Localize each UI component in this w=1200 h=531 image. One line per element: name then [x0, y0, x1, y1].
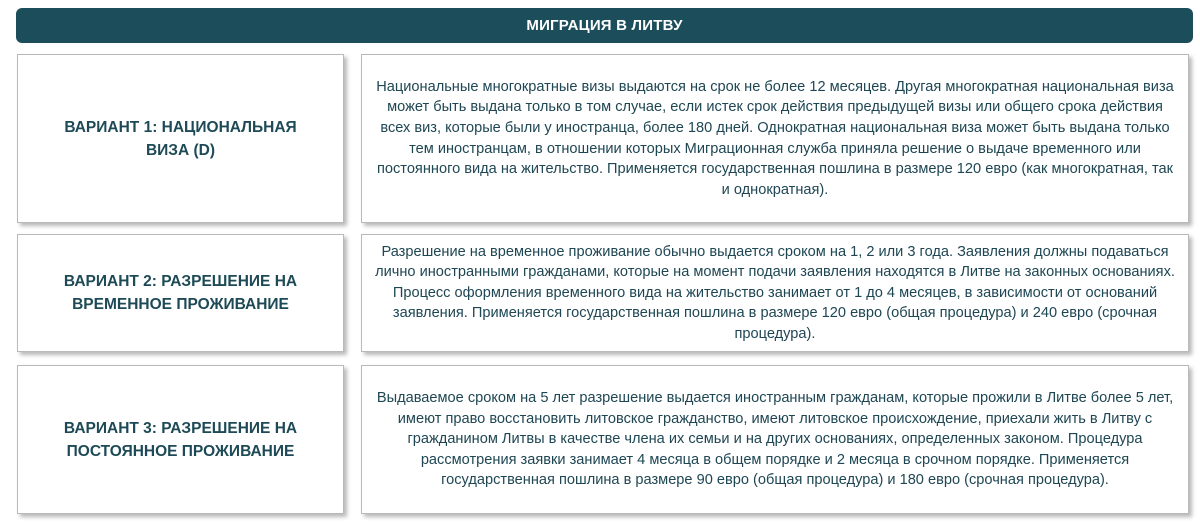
option-2-description-box: [361, 234, 1189, 352]
option-3-label-box: [17, 365, 344, 514]
page-title: МИГРАЦИЯ В ЛИТВУ: [16, 8, 1193, 43]
option-1-label: ВАРИАНТ 1: НАЦИОНАЛЬНАЯ ВИЗА (D): [64, 118, 297, 159]
option-2-label-box: [17, 234, 344, 352]
option-1-description: Национальные многократные визы выдаются на срок не более 12 месяцев. Другая многократная национальная виза может быть выдана только в том случае, если истек срок действия предыдущей визы или общего срока действия всех виз, которые были у иностранца, более 180 дней. Однократная национальная виза может быть выдана только тем иностранцам, в отношении которых Миграционная служба приняла решение о выдаче временного или постоянного вида на жительство. Применяется государственная пошлина в размере 120 евро (как многократная, так и однократная).: [376, 78, 1174, 198]
option-1-label-box: [17, 54, 344, 223]
option-2-label: ВАРИАНТ 2: РАЗРЕШЕНИЕ НА ВРЕМЕННОЕ ПРОЖИВАНИЕ: [63, 273, 298, 313]
option-3-label: ВАРИАНТ 3: РАЗРЕШЕНИЕ НА ПОСТОЯННОЕ ПРОЖИВАНИЕ: [63, 419, 298, 460]
option-1-description-box: [361, 54, 1189, 223]
option-3-description: Выдаваемое сроком на 5 лет разрешение выдается иностранным гражданам, которые прожили в Литве более 5 лет, имеют право восстановить литовское гражданство, имеют литовское происхождение, приехали жить в Литву с гражданином Литвы в качестве члена их семьи и на других основаниях, определенных законом. Процедура рассмотрения заявки занимает 4 месяца в общем порядке и 2 месяца в срочном порядке. Применяется государственная пошлина в размере 90 евро (общая процедура) и 180 евро (срочная процедура).: [376, 390, 1174, 489]
option-3-description-box: [361, 365, 1189, 514]
option-2-description: Разрешение на временное проживание обычно выдается сроком на 1, 2 или 3 года. Заявления должны подаваться лично иностранными гражданами, которые на момент подачи заявления находятся в Литве на законных основаниях. Процесс оформления временного вида на жительство занимает от 1 до 4 месяцев, в зависимости от оснований заявления. Применяется государственная пошлина в размере 120 евро (общая процедура) и 240 евро (срочная процедура).: [375, 243, 1175, 342]
